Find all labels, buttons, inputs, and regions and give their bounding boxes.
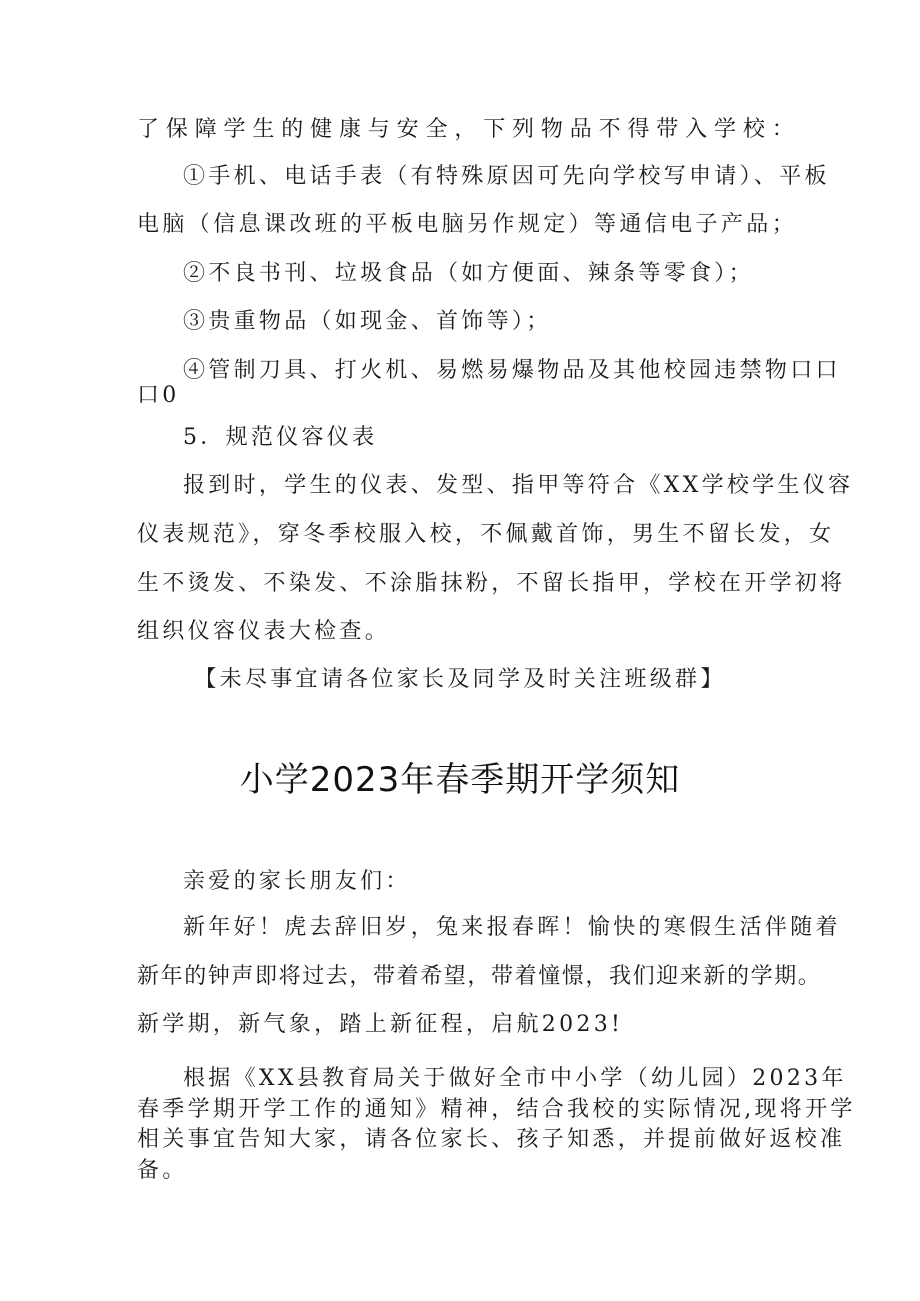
item3-text: ③贵重物品（如现金、首饰等）； <box>183 309 552 334</box>
item4-line2: 口0 <box>137 383 180 408</box>
item1-line1: ①手机、电话手表（有特殊原因可先向学校写申请）、平板 <box>183 164 830 189</box>
section5-line1: 报到时，学生的仪表、发型、指甲等符合《XX学校学生仪容 <box>183 473 854 498</box>
section5-line3: 生不烫发、不染发、不涂脂抹粉，不留长指甲，学校在开学初将 <box>137 571 846 596</box>
intro-line: 了保障学生的健康与安全，下列物品不得带入学校： <box>137 117 797 142</box>
section5-line2: 仪表规范》，穿冬季校服入校，不佩戴首饰，男生不留长发，女 <box>137 522 835 547</box>
section5-heading: 5．规范仪容仪表 <box>183 425 378 450</box>
section5-line4: 组织仪容仪表大检查。 <box>137 619 391 644</box>
letter-p1-line3: 新学期，新气象，踏上新征程，启航2023! <box>137 1012 624 1037</box>
item4-line1: ④管制刀具、打火机、易燃易爆物品及其他校园违禁物口口 <box>183 358 841 383</box>
document-title: 小学2023年春季期开学须知 <box>239 760 681 800</box>
letter-greeting: 亲爱的家长朋友们： <box>183 869 411 894</box>
item2-text: ②不良书刊、垃圾食品（如方便面、辣条等零食）； <box>183 261 754 286</box>
letter-p1-line2: 新年的钟声即将过去，带着希望，带着憧憬，我们迎来新的学期。 <box>137 964 822 989</box>
letter-p2-line2: 春季学期开学工作的通知》精神，结合我校的实际情况,现将开学 <box>137 1097 856 1122</box>
letter-p2-line4: 备。 <box>137 1158 188 1183</box>
notice-line: 【未尽事宜请各位家长及同学及时关注班级群】 <box>194 667 726 692</box>
letter-p2-line3: 相关事宜告知大家，请各位家长、孩子知悉，并提前做好返校准 <box>137 1127 846 1152</box>
letter-p1-line1: 新年好！虎去辞旧岁，兔来报春晖！愉快的寒假生活伴随着 <box>183 915 841 940</box>
item1-line2: 电脑（信息课改班的平板电脑另作规定）等通信电子产品； <box>137 212 797 237</box>
letter-p2-line1: 根据《XX县教育局关于做好全市中小学（幼儿园）2023年 <box>183 1066 847 1091</box>
